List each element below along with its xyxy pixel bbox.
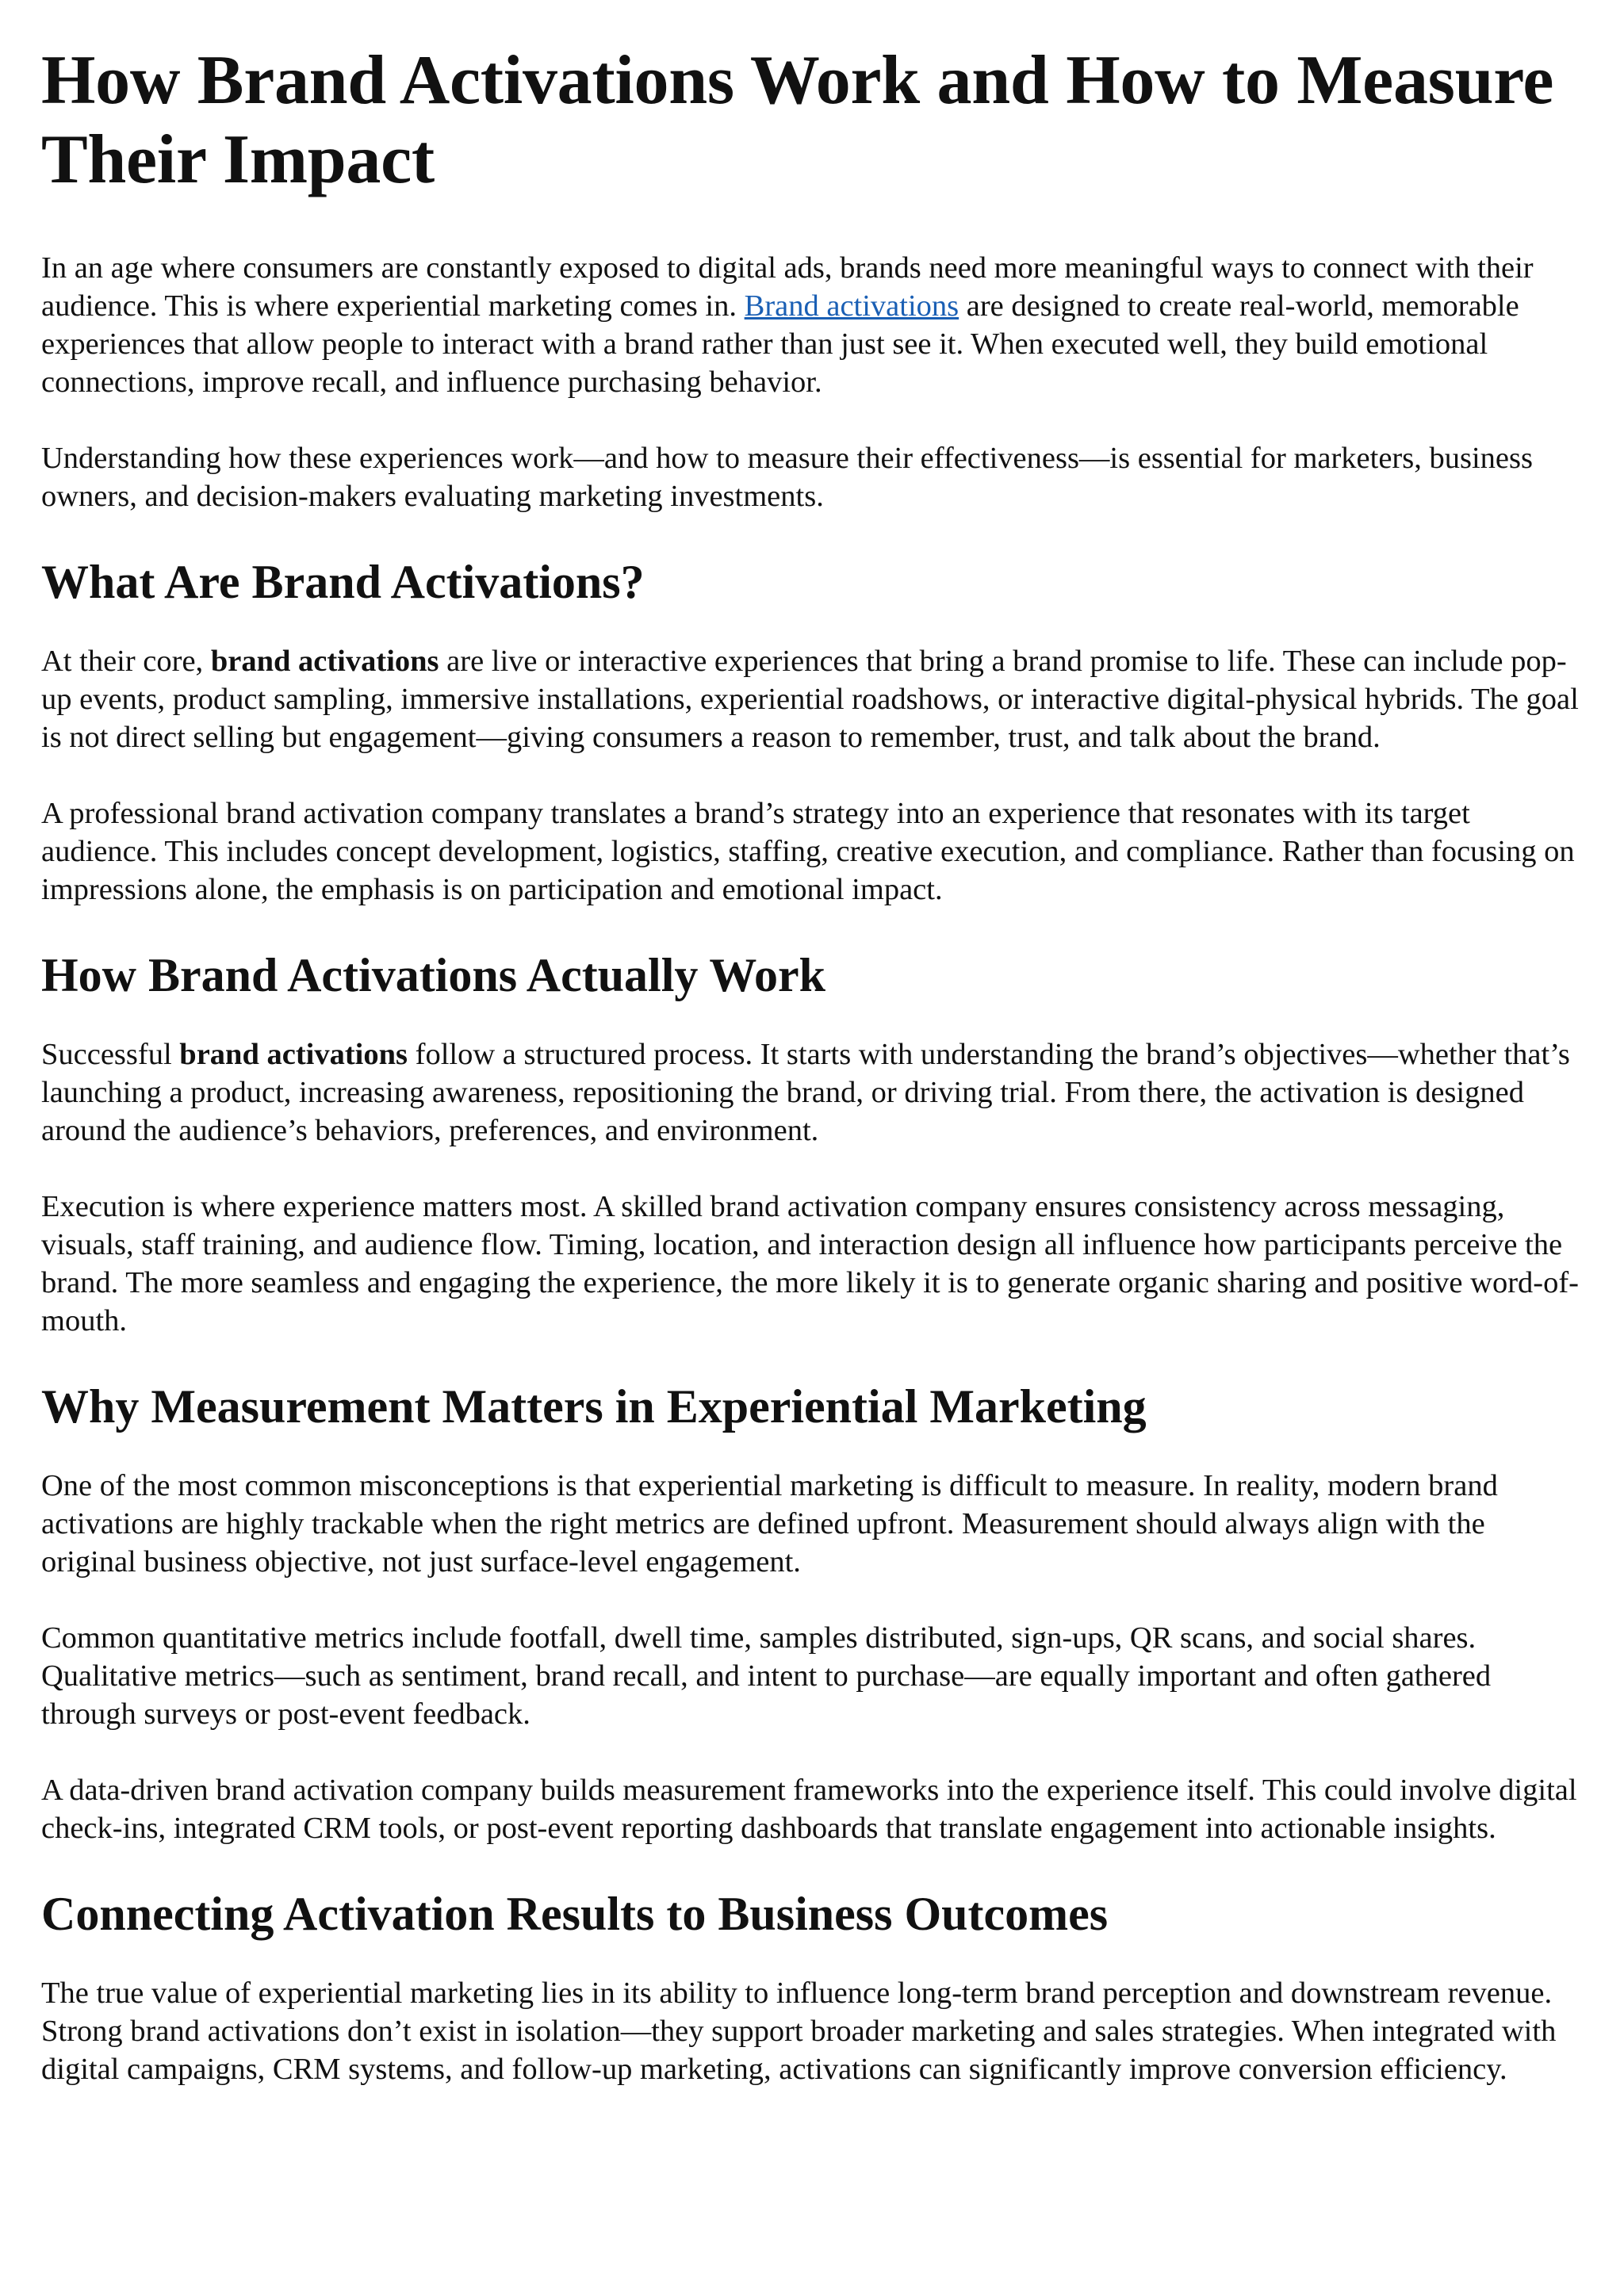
intro-text-before-link: In an age where consumers are constantly exposed to digital ads, brands need more meaningful ways to connect with their audience. This is where experiential marketing comes in. bbox=[41, 251, 1534, 323]
intro-paragraph-1 bbox=[41, 249, 1583, 401]
how-text-before-bold: Successful bbox=[41, 1038, 180, 1071]
what-text-before-bold: At their core, bbox=[41, 645, 211, 678]
intro-paragraph-2: Understanding how these experiences work—and how to measure their effectiveness—is essential for marketers, business owners, and decision-makers evaluating marketing investments. bbox=[41, 442, 1533, 513]
connect-paragraph-1: The true value of experiential marketing lies in its ability to influence long-term brand perception and downstream revenue. Strong brand activations don’t exist in isolation—they support broader marketing and sales strategies. When integrated with digital campaigns, CRM systems, and follow-up marketing, activations can significantly improve conversion efficiency. bbox=[41, 1976, 1557, 2086]
section-heading-how: How Brand Activations Actually Work bbox=[41, 949, 826, 1001]
section-heading-connect: Connecting Activation Results to Business Outcomes bbox=[41, 1888, 1109, 1940]
page-title: How Brand Activations Work and How to Measure Their Impact bbox=[41, 42, 1554, 198]
how-bold-term: brand activations bbox=[179, 1038, 408, 1071]
why-paragraph-1: One of the most common misconceptions is that experiential marketing is difficult to measure. In reality, modern brand activations are highly trackable when the right metrics are defined upfront. Measurement should always align with the original business objective, not just surface-level engagement. bbox=[41, 1469, 1498, 1578]
brand-activations-link[interactable]: Brand activations bbox=[744, 289, 959, 323]
intro-text-after-link: are designed to create real-world, memorable experiences that allow people to interact with a brand rather than just see it. When executed well, they build emotional connections, improve recall, and influence purchasing behavior. bbox=[41, 289, 1519, 399]
why-paragraph-3: A data-driven brand activation company builds measurement frameworks into the experience itself. This could involve digital check-ins, integrated CRM tools, or post-event reporting dashboards that translate engagement into actionable insights. bbox=[41, 1774, 1577, 1845]
what-paragraph-1 bbox=[41, 642, 1583, 756]
what-paragraph-2: A professional brand activation company translates a brand’s strategy into an experience that resonates with its target audience. This includes concept development, logistics, staffing, creative execution, and compliance. Rather than focusing on impressions alone, the emphasis is on participation and emotional impact. bbox=[41, 797, 1575, 906]
what-text-after-bold: are live or interactive experiences that bring a brand promise to life. These can include pop-up events, product sampling, immersive installations, experiential roadshows, or interactive digital-physical hybrids. The goal is not direct selling but engagement—giving consumers a reason to remember, trust, and talk about the brand. bbox=[41, 645, 1579, 754]
section-heading-why: Why Measurement Matters in Experiential Marketing bbox=[41, 1380, 1147, 1433]
how-paragraph-2: Execution is where experience matters most. A skilled brand activation company ensures consistency across messaging, visuals, staff training, and audience flow. Timing, location, and interaction design all influence how participants perceive the brand. The more seamless and engaging the experience, the more likely it is to generate organic sharing and positive word-of-mouth. bbox=[41, 1190, 1579, 1337]
why-paragraph-2: Common quantitative metrics include footfall, dwell time, samples distributed, sign-ups, QR scans, and social shares. Qualitative metrics—such as sentiment, brand recall, and intent to purchase—are equally important and often gathered through surveys or post-event feedback. bbox=[41, 1621, 1492, 1731]
section-heading-what: What Are Brand Activations? bbox=[41, 556, 645, 608]
how-text-after-bold: follow a structured process. It starts with understanding the brand’s objectives—whether that’s launching a product, increasing awareness, repositioning the brand, or driving trial. From there, the activation is designed around the audience’s behaviors, preferences, and environment. bbox=[41, 1038, 1570, 1147]
what-bold-term: brand activations bbox=[210, 645, 439, 678]
how-paragraph-1 bbox=[41, 1035, 1583, 1150]
